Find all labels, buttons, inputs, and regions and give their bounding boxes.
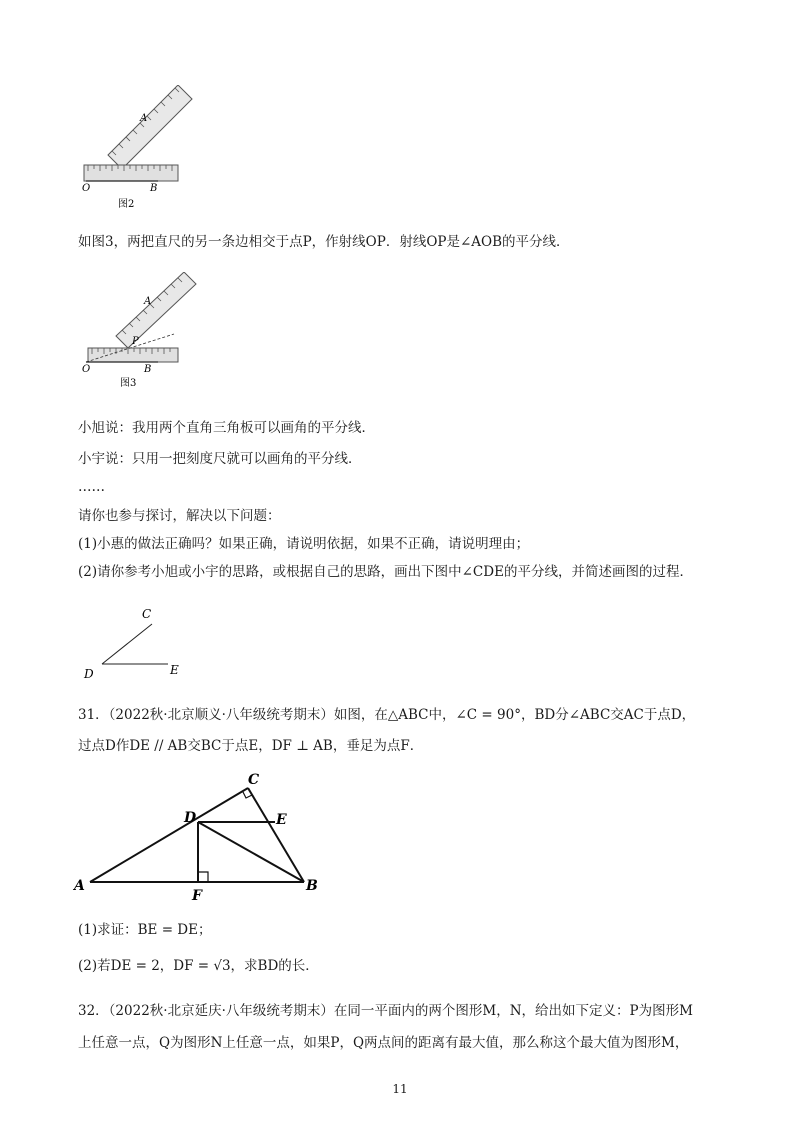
tri-label-b: B [306,878,318,894]
tri-label-a: A [74,878,85,894]
fig3-label-b: B [144,364,152,375]
fig2-caption: 图2 [118,199,135,210]
intro-text: 请你也参与探讨，解决以下问题： [78,508,281,524]
tri-label-e: E [276,812,287,828]
fig3-label-p: P [132,336,139,347]
xiaoxu-says: 小旭说：我用两个直角三角板可以画角的平分线． [78,420,375,436]
triangle-figure [70,768,330,908]
angle-label-d: D [84,667,94,681]
question-1: (1)小惠的做法正确吗？如果正确，请说明依据，如果不正确，请说明理由； [78,536,530,552]
page-number: 11 [392,1082,408,1096]
problem-31-q1: (1)求证：BE = DE； [78,922,212,938]
fig2-label-b: B [150,183,158,194]
figure-3 [78,272,198,392]
question-2: (2)请你参考小旭或小宇的思路，或根据自己的思路，画出下图中∠CDE的平分线，并简述画图的过程． [78,564,693,580]
problem-32-line-1: 32．（2022秋·北京延庆·八年级统考期末）在同一平面内的两个图形M，N，给出如下定义：P为图形M [78,1003,693,1019]
problem-31-q2: (2)若DE = 2，DF = √3，求BD的长． [78,958,319,974]
tri-label-d: D [184,810,197,826]
angle-label-e: E [170,663,179,677]
fig3-label-a: A [144,296,152,307]
ellipsis: …… [78,479,105,495]
angle-label-c: C [142,607,152,621]
fig2-label-o: O [82,183,91,194]
problem-31-line-1: 31．（2022秋·北京顺义·八年级统考期末）如图，在△ABC中，∠C = 90°，BD分∠ABC交AC于点D， [78,707,696,723]
xiaoyu-says: 小宇说：只用一把刻度尺就可以画角的平分线． [78,451,362,467]
problem-32-line-2: 上任意一点，Q为图形N上任意一点，如果P，Q两点间的距离有最大值，那么称这个最大值为图形M， [78,1035,689,1051]
fig3-label-o: O [82,364,91,375]
tri-label-c: C [248,772,260,788]
angle-cde-figure [80,602,190,682]
fig3-caption: 图3 [120,378,137,389]
problem-31-line-2: 过点D作DE // AB交BC于点E，DF ⊥ AB，垂足为点F． [78,738,424,754]
paragraph-fig3: 如图3，两把直尺的另一条边相交于点P，作射线OP．射线OP是∠AOB的平分线． [78,234,570,250]
tri-label-f: F [192,888,202,904]
fig2-label-a: A [140,113,148,124]
figure-2 [78,85,208,215]
